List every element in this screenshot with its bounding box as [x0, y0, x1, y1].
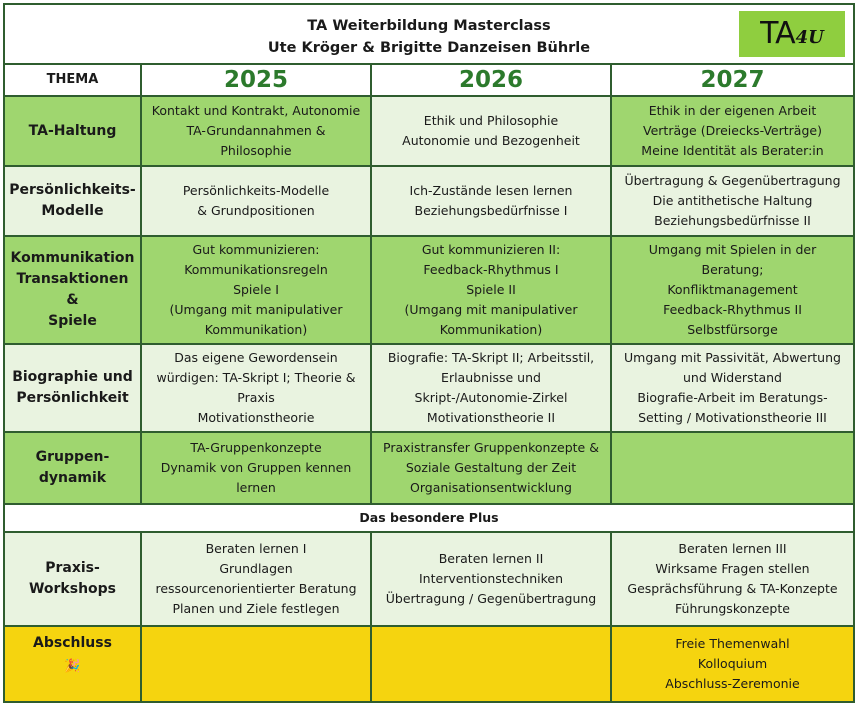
content-cell	[141, 96, 371, 166]
plus-section-label: Das besondere Plus	[4, 504, 854, 532]
year-header-2025: 2025	[141, 64, 371, 96]
year-header-2026: 2026	[371, 64, 611, 96]
content-cell	[371, 532, 611, 626]
cell-line: Spiele I	[233, 282, 279, 297]
header-cell	[4, 4, 854, 64]
table-row	[4, 236, 854, 344]
content-cell	[141, 626, 371, 702]
cell-line: Beraten lernen III	[678, 541, 787, 556]
table-row	[4, 432, 854, 504]
content-cell	[371, 626, 611, 702]
cell-line: Kommunikation)	[439, 322, 543, 337]
cell-line: Skript-/Autonomie-Zirkel	[414, 390, 568, 405]
cell-line: Kommunikationsregeln	[184, 262, 328, 277]
content-cell	[611, 432, 854, 504]
content-cell	[611, 626, 854, 702]
cell-line: Feedback-Rhythmus II	[663, 302, 802, 317]
content-cell	[371, 96, 611, 166]
table-row	[4, 96, 854, 166]
content-cell	[371, 236, 611, 344]
cell-line: Biografie: TA-Skript II; Arbeitsstil,	[387, 350, 595, 365]
cell-line: Soziale Gestaltung der Zeit	[405, 460, 577, 475]
content-cell	[611, 166, 854, 236]
cell-line: Selbstfürsorge	[687, 322, 778, 337]
cell-line: Führungskonzepte	[675, 601, 790, 616]
cell-line: Modelle	[41, 203, 104, 219]
topic-cell	[4, 432, 141, 504]
cell-line: Freie Themenwahl	[675, 636, 790, 651]
cell-line: Beraten lernen I	[205, 541, 307, 556]
cell-line: (Umgang mit manipulativer	[169, 302, 343, 317]
cell-line: Beraten lernen II	[438, 551, 544, 566]
party-popper-icon: 🎉	[64, 659, 81, 674]
cell-line: Umgang mit Spielen in der	[648, 242, 817, 257]
topic-cell	[4, 344, 141, 432]
cell-line: Gesprächsführung & TA-Konzepte	[627, 581, 838, 596]
year-header-2027: 2027	[611, 64, 854, 96]
content-cell	[141, 236, 371, 344]
cell-line: Persönlichkeit	[16, 390, 129, 406]
table-row	[4, 532, 854, 626]
cell-line: Ethik und Philosophie	[423, 113, 559, 128]
cell-line: Planen und Ziele festlegen	[172, 601, 340, 616]
cell-line: Erlaubnisse und	[441, 370, 541, 385]
cell-line: Biografie-Arbeit im Beratungs-	[637, 390, 828, 405]
topic-cell	[4, 166, 141, 236]
ta4u-logo: TA 4U	[739, 11, 845, 57]
cell-line: (Umgang mit manipulativer	[404, 302, 578, 317]
cell-line: Autonomie und Bezogenheit	[402, 133, 580, 148]
curriculum-table	[3, 3, 855, 703]
content-cell	[371, 166, 611, 236]
content-cell	[371, 432, 611, 504]
cell-line: Beziehungsbedürfnisse I	[414, 203, 568, 218]
topic-cell	[4, 96, 141, 166]
abschluss-label: Abschluss	[33, 635, 112, 651]
cell-line: Feedback-Rhythmus I	[423, 262, 559, 277]
cell-line: Gut kommunizieren:	[192, 242, 320, 257]
table-row	[4, 166, 854, 236]
cell-line: dynamik	[38, 470, 107, 486]
cell-line: würdigen: TA-Skript I; Theorie &	[156, 370, 356, 385]
cell-line: TA-Grundannahmen &	[186, 123, 326, 138]
cell-line: Verträge (Dreiecks-Verträge)	[643, 123, 822, 138]
cell-line: Übertragung / Gegenübertragung	[385, 591, 597, 606]
cell-line: Abschluss-Zeremonie	[665, 676, 800, 691]
content-cell	[141, 432, 371, 504]
cell-line: Meine Identität als Berater:in	[641, 143, 824, 158]
cell-line: Beziehungsbedürfnisse II	[654, 213, 811, 228]
cell-line: Konfliktmanagement	[667, 282, 798, 297]
cell-line: Workshops	[28, 581, 117, 597]
content-cell	[371, 344, 611, 432]
cell-line: Kommunikation	[10, 250, 135, 266]
content-cell	[611, 344, 854, 432]
content-cell	[611, 236, 854, 344]
thema-header: THEMA	[4, 64, 141, 96]
content-cell	[611, 96, 854, 166]
cell-line: Organisationsentwicklung	[410, 480, 572, 495]
cell-line: Gut kommunizieren II:	[421, 242, 561, 257]
cell-line: Kolloquium	[697, 656, 768, 671]
cell-line: Ich-Zustände lesen lernen	[409, 183, 573, 198]
cell-line: Kommunikation)	[204, 322, 308, 337]
cell-line: Transaktionen	[16, 271, 129, 287]
cell-line: TA-Haltung	[28, 122, 117, 139]
content-cell	[141, 532, 371, 626]
cell-line: Biographie und	[12, 369, 133, 385]
cell-line: Ethik in der eigenen Arbeit	[648, 103, 817, 118]
page-title: TA Weiterbildung Masterclass	[307, 18, 551, 34]
cell-line: Dynamik von Gruppen kennen	[160, 460, 352, 475]
cell-line: ressourcenorientierter Beratung	[155, 581, 357, 596]
cell-line: Praxistransfer Gruppenkonzepte &	[383, 440, 599, 455]
content-cell	[611, 532, 854, 626]
cell-line: Gruppen-	[35, 449, 110, 465]
cell-line: &	[66, 292, 79, 308]
cell-line: Das eigene Gewordensein	[174, 350, 338, 365]
cell-line: Beratung;	[701, 262, 764, 277]
cell-line: Kontakt und Kontrakt, Autonomie	[151, 103, 361, 118]
cell-line: Persönlichkeits-Modelle	[182, 183, 330, 198]
cell-line: Philosophie	[220, 143, 292, 158]
cell-line: Wirksame Fragen stellen	[655, 561, 810, 576]
page-subtitle: Ute Kröger & Brigitte Danzeisen Bührle	[267, 40, 591, 56]
cell-line: Motivationstheorie	[197, 410, 315, 425]
topic-cell	[4, 532, 141, 626]
cell-line: Umgang mit Passivität, Abwertung	[624, 350, 841, 365]
topic-cell	[4, 626, 141, 702]
cell-line: Motivationstheorie II	[426, 410, 556, 425]
table-row	[4, 626, 854, 702]
cell-line: Übertragung & Gegenübertragung	[624, 173, 841, 188]
cell-line: Spiele	[48, 313, 97, 329]
cell-line: und Widerstand	[682, 370, 782, 385]
cell-line: & Grundpositionen	[197, 203, 315, 218]
topic-cell	[4, 236, 141, 344]
content-cell	[141, 166, 371, 236]
content-cell	[141, 344, 371, 432]
cell-line: Die antithetische Haltung	[652, 193, 813, 208]
cell-line: Setting / Motivationstheorie III	[638, 410, 827, 425]
cell-line: Persönlichkeits-	[9, 182, 136, 198]
cell-line: Interventionstechniken	[419, 571, 563, 586]
cell-line: Praxis-	[45, 560, 100, 576]
cell-line: lernen	[236, 480, 276, 495]
cell-line: Praxis	[237, 390, 275, 405]
table-row	[4, 344, 854, 432]
cell-line: TA-Gruppenkonzepte	[190, 440, 322, 455]
cell-line: Grundlagen	[219, 561, 293, 576]
cell-line: Spiele II	[466, 282, 516, 297]
